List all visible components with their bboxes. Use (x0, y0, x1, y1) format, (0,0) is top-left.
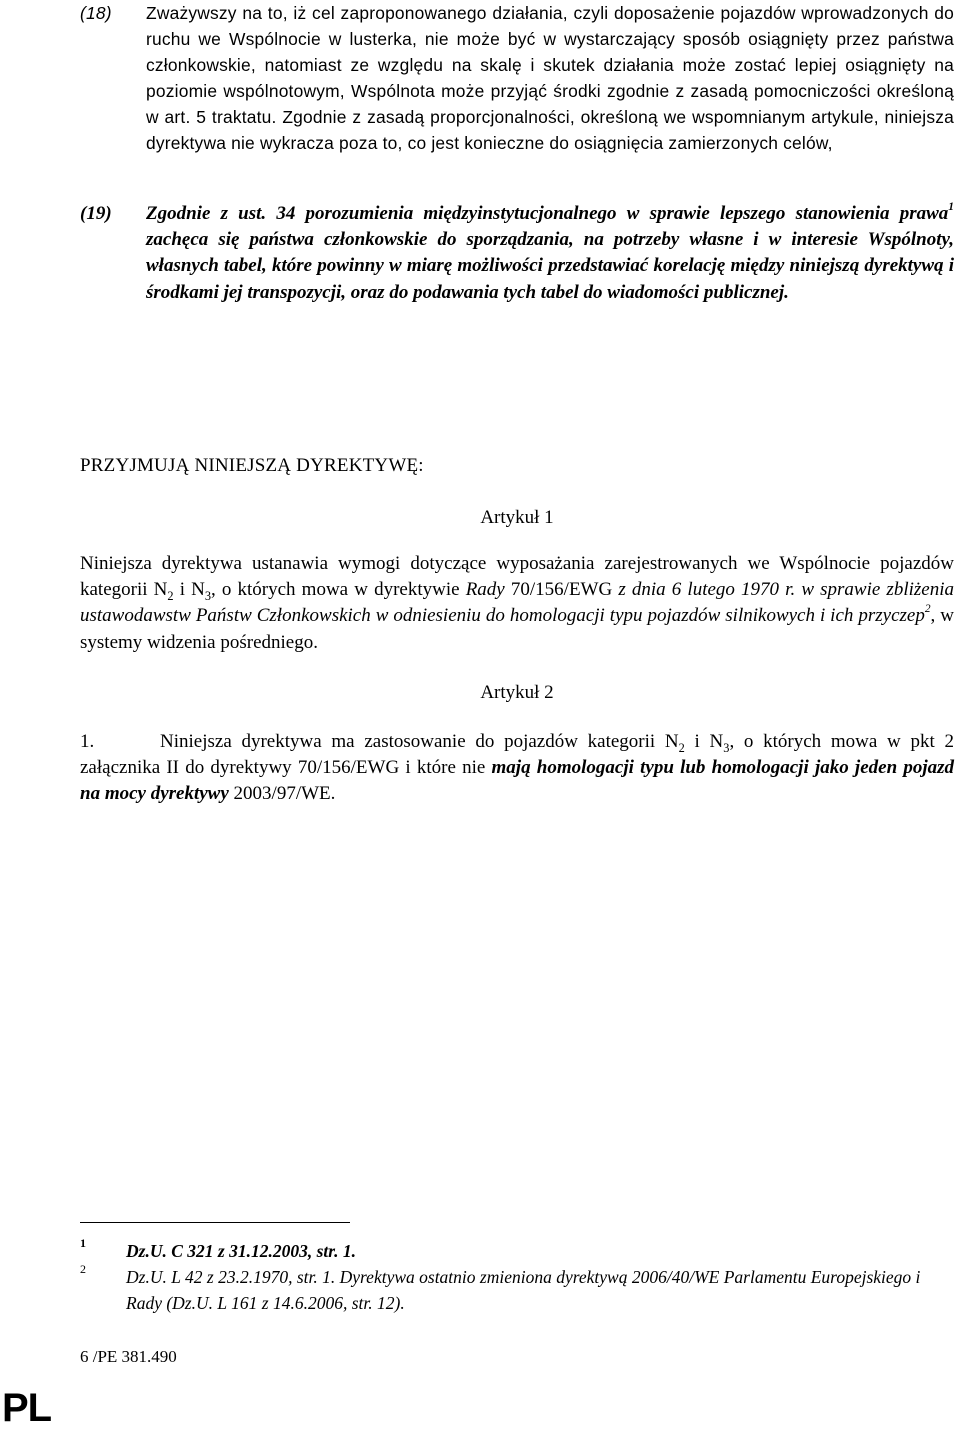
article-1-title: Artykuł 1 (480, 507, 554, 528)
footnote-mark: 1 (80, 1236, 86, 1250)
article-2-title: Artykuł 2 (480, 682, 554, 703)
footnote-mark: 2 (80, 1262, 86, 1276)
recital-number: (19) (80, 203, 112, 224)
footnote-ref: 1 (948, 200, 954, 213)
language-code: PL (2, 1386, 52, 1430)
recital-number: (18) (80, 3, 112, 23)
page-reference: 6 /PE 381.490 (80, 1347, 177, 1366)
recital-text: Zważywszy na to, iż cel zaproponowanego działania, czyli doposażenie pojazdów wprowadzonych do ruchu we Wspólnocie w lusterka, nie może być w wystarczający sposób osiągnięty przez państwa członkowskie, natomiast ze względu na skalę i skutek działania może zostać lepiej osiągnięty na poziomie wspólnotowym, Wspólnota może przyjąć środki zgodnie z zasadą pomocniczości określoną w art. 5 traktatu. Zgodnie z zasadą proporcjonalności, określoną we wspomnianym artykule, niniejsza dyrektywa nie wykracza poza to, co jest konieczne do osiągnięcia zamierzonych celów, (146, 3, 954, 154)
article-2-text: 1. Niniejsza dyrektywa ma zastosowanie do pojazdów kategorii $N_2$ i $N_3$, o których mowa w pkt 2 załącznika II do dyrektywy 70/156/EWG i które nie mają homologacji typu lub homologacji jako jeden pojazd na mocy dyrektywy 2003/97/WE. (80, 731, 955, 805)
recital-text: Zgodnie z ust. 34 porozumienia międzyinstytucjonalnego w sprawie lepszego stanowienia prawa$^1$ zachęca się państwa członkowskie do sporządzania, na potrzeby własne i w interesie Wspólnoty, własnych tabel, które powinny w miarę możliwości przedstawiać korelację między niniejszą dyrektywą i środkami jej transpozycji, oraz do podawania tych tabel do wiadomości publicznej. (146, 200, 954, 303)
footnote-2 (80, 1264, 954, 1316)
footnote-1 (80, 1238, 954, 1264)
article-1-text: Niniejsza dyrektywa ustanawia wymogi dotyczące wyposażania zarejestrowanych we Wspólnocie pojazdów kategorii $N_2$ i $N_3$, o których mowa w dyrektywie Rady 70/156/EWG z dnia 6 lutego 1970 r. w sprawie zbliżenia ustawodawstw Państw Członkowskich w odniesieniu do homologacji typu pojazdów silnikowych i ich przyczep$^2$, w systemy widzenia pośredniego. (80, 553, 954, 653)
recital-19 (80, 201, 954, 306)
footnote-separator (80, 1222, 350, 1223)
recital-18 (80, 0, 954, 157)
footnote-text: Dz.U. C 321 z 31.12.2003, str. 1. (126, 1241, 356, 1261)
point-number: 1. (80, 731, 95, 752)
footnote-ref: 2 (924, 603, 931, 616)
footnote-text: Dz.U. L 42 z 23.2.1970, str. 1. Dyrektywa ostatnio zmieniona dyrektywą 2006/40/WE Parlamentu Europejskiego i Rady (Dz.U. L 161 z 14.6.2006, str. 12). (126, 1267, 921, 1313)
adoption-heading: PRZYJMUJĄ NINIEJSZĄ DYREKTYWĘ: (80, 455, 424, 476)
